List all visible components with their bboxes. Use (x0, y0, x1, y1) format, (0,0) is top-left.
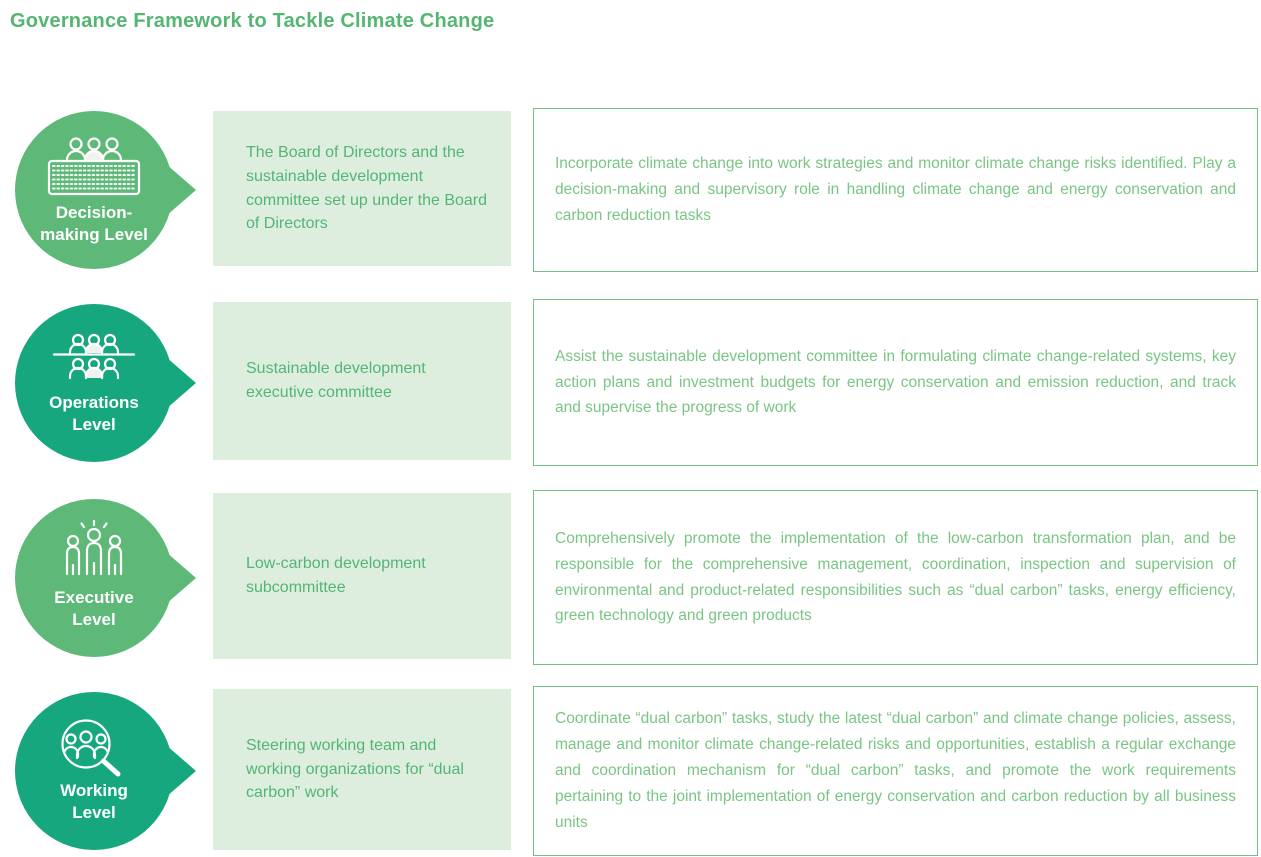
committee-text: The Board of Directors and the sustainable development committee set up under the Board of Directors (246, 144, 488, 233)
governance-row-operations (0, 299, 1261, 466)
committee-rows-icon (52, 333, 136, 385)
circle-pointer (166, 164, 196, 216)
level-circle (15, 111, 173, 269)
committee-text: Steering working team and working organizations for “dual carbon” work (246, 737, 464, 802)
governance-row-decision-making (0, 108, 1261, 272)
level-label: Decision- making Level (40, 203, 148, 245)
governance-row-executive (0, 490, 1261, 665)
committee-box (213, 493, 511, 659)
responsibility-text: Assist the sustainable development committee in formulating climate change-related systems, key action plans and investment budgets for energy conservation and emission reduction, and track and supervise the progress of work (555, 347, 1236, 417)
circle-pointer (166, 552, 196, 604)
responsibility-text: Comprehensively promote the implementation of the low-carbon transformation plan, and be responsible for the comprehensive management, coordination, inspection and supervision of environmental and product-related responsibilities such as “dual carbon” tasks, energy efficiency, green technology and green products (555, 529, 1236, 625)
page-title: Governance Framework to Tackle Climate Change (10, 10, 495, 32)
committee-box (213, 689, 511, 850)
responsibility-panel (533, 490, 1258, 665)
circle-pointer (166, 745, 196, 797)
responsibility-panel (533, 686, 1258, 856)
committee-text: Sustainable development executive committee (246, 360, 426, 401)
committee-text: Low-carbon development subcommittee (246, 555, 426, 596)
level-circle (15, 499, 173, 657)
responsibility-text: Incorporate climate change into work strategies and monitor climate change risks identified. Play a decision-making and supervisory role in handling climate change and energy conservation and carbon reduction tasks (555, 155, 1236, 224)
responsibility-panel (533, 299, 1258, 466)
level-circle (15, 692, 173, 850)
level-circle (15, 304, 173, 462)
committee-box (213, 302, 511, 460)
magnifier-team-icon (56, 718, 132, 780)
circle-pointer (166, 357, 196, 409)
responsibility-text: Coordinate “dual carbon” tasks, study the latest “dual carbon” and climate change policies, assess, manage and monitor climate change-related risks and opportunities, establish a regular exchange and coordination mechanism for “dual carbon” tasks, and promote the work requirements pertaining to the joint implementation of energy conservation and carbon reduction by all business units (555, 710, 1236, 831)
level-label: Working Level (60, 781, 128, 823)
level-label: Operations Level (49, 392, 139, 434)
team-standing-icon (58, 520, 130, 584)
responsibility-panel (533, 108, 1258, 272)
governance-row-working (0, 686, 1261, 856)
level-label: Executive Level (54, 587, 134, 629)
board-meeting-icon (46, 135, 142, 197)
committee-box (213, 111, 511, 266)
